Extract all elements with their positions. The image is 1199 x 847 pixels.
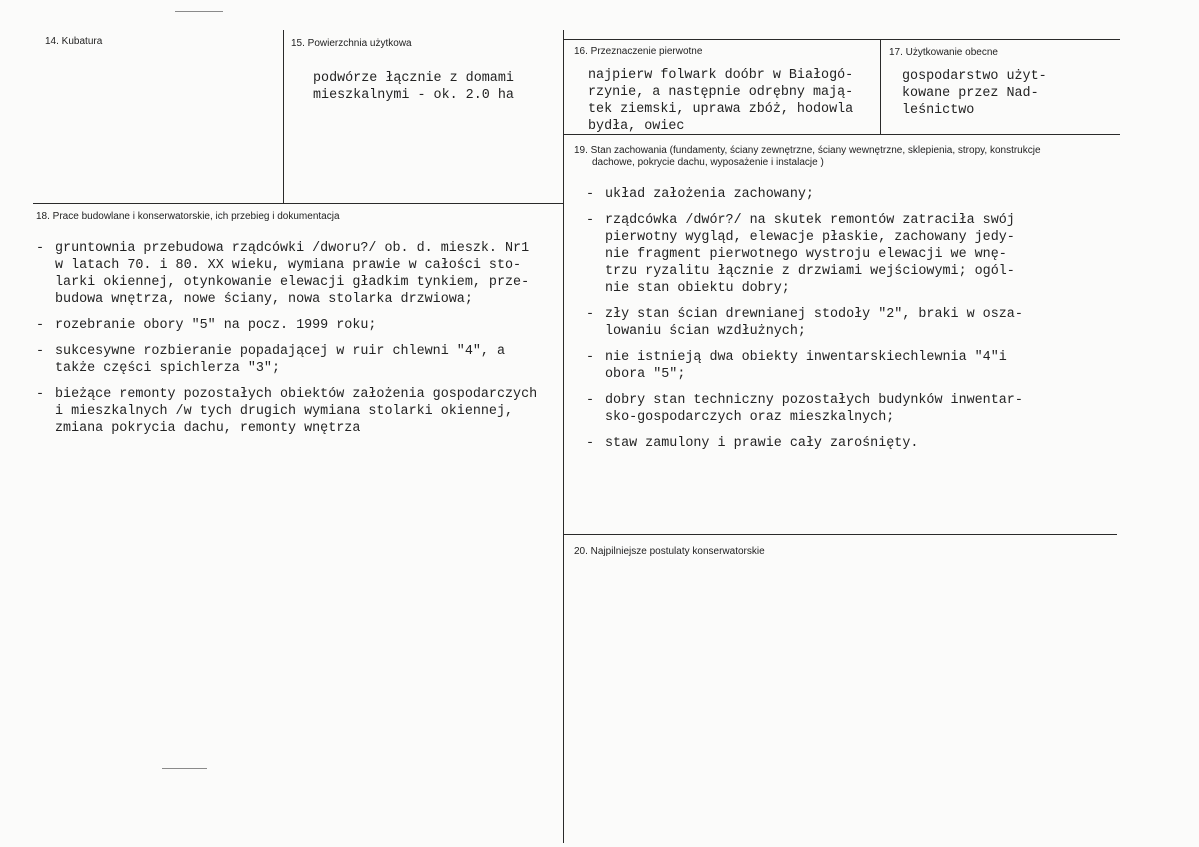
text-line: lowaniu ścian wzdłużnych;: [605, 324, 806, 339]
divider-v-17: [880, 39, 881, 134]
text-line: układ założenia zachowany;: [605, 187, 814, 202]
field-17-text: [902, 68, 1047, 119]
text-line: bydła, owiec: [588, 119, 685, 134]
field-19-list: [586, 186, 1023, 452]
field-14-label: 14. Kubatura: [45, 36, 103, 47]
text-line: nie stan obiektu dobry;: [605, 281, 790, 296]
list-item: [586, 349, 1023, 383]
list-item: [36, 386, 537, 437]
text-line: kowane przez Nad-: [902, 86, 1039, 101]
list-item: [586, 212, 1023, 297]
text-line: podwórze łącznie z domami: [313, 71, 514, 86]
divider-v-16: [563, 30, 564, 843]
text-line: gospodarstwo użyt-: [902, 69, 1047, 84]
text-line: staw zamulony i prawie cały zarośnięty.: [605, 436, 919, 451]
text-line: bieżące remonty pozostałych obiektów założenia gospodarczych: [55, 387, 538, 402]
list-item: [586, 392, 1023, 426]
list-item: [586, 306, 1023, 340]
dash: -: [36, 344, 45, 359]
dash: -: [586, 436, 595, 451]
field-15-label: 15. Powierzchnia użytkowa: [291, 38, 412, 49]
text-line: pierwotny wygląd, elewacje płaskie, zachowany jedy-: [605, 230, 1015, 245]
dash: -: [586, 350, 595, 365]
dash: -: [36, 387, 45, 402]
text-line: gruntownia przebudowa rządcówki /dworu?/ ob. d. mieszk. Nr1: [55, 241, 530, 256]
text-line: sukcesywne rozbieranie popadającej w ruir chlewni "4", a: [55, 344, 505, 359]
text-line: zmiana pokrycia dachu, remonty wnętrza: [55, 421, 361, 436]
text-line: mieszkalnymi - ok. 2.0 ha: [313, 88, 514, 103]
field-16-text: [588, 67, 853, 135]
field-15-text: [313, 70, 514, 104]
field-18-list: [36, 240, 537, 437]
text-line: dobry stan techniczny pozostałych budynków inwentar-: [605, 393, 1023, 408]
field-19-label: [574, 145, 1041, 169]
text-line: sko-gospodarczych oraz mieszkalnych;: [605, 410, 895, 425]
text-line: obora "5";: [605, 367, 686, 382]
list-item: [586, 186, 1023, 203]
divider-h-18: [33, 203, 564, 204]
text-line: larki okiennej, otynkowanie elewacji gładkim tynkiem, prze-: [55, 275, 530, 290]
dash: -: [586, 213, 595, 228]
scan-mark: [175, 11, 223, 12]
text-line: rozebranie obory "5" na pocz. 1999 roku;: [55, 318, 377, 333]
scan-mark: [162, 768, 207, 769]
list-item: [586, 435, 1023, 452]
field-17-label: 17. Użytkowanie obecne: [889, 47, 998, 58]
text-line: w latach 70. i 80. XX wieku, wymiana prawie w całości sto-: [55, 258, 522, 273]
text-line: budowa wnętrza, nowe ściany, nowa stolarka drzwiowa;: [55, 292, 473, 307]
dash: -: [586, 187, 595, 202]
text-line: nie istnieją dwa obiekty inwentarskiechlewnia "4"i: [605, 350, 1007, 365]
text-line: zły stan ścian drewnianej stodoły "2", braki w osza-: [605, 307, 1023, 322]
text-line: i mieszkalnych /w tych drugich wymiana stolarki okiennej,: [55, 404, 514, 419]
text-line: trzu ryzalitu łącznie z drzwiami wejściowymi; ogól-: [605, 264, 1015, 279]
dash: -: [36, 241, 45, 256]
field-18-label: 18. Prace budowlane i konserwatorskie, ich przebieg i dokumentacja: [36, 211, 340, 222]
field-20-label: 20. Najpilniejsze postulaty konserwatorskie: [574, 546, 765, 557]
text-line: także części spichlerza "3";: [55, 361, 280, 376]
text-line: nie fragment pierwotnego wystroju elewacji we wnę-: [605, 247, 1007, 262]
dash: -: [586, 307, 595, 322]
label-line: 19. Stan zachowania (fundamenty, ściany zewnętrzne, ściany wewnętrzne, sklepienia, stropy, konstrukcje: [574, 145, 1041, 156]
dash: -: [36, 318, 45, 333]
list-item: [36, 240, 537, 308]
label-line: dachowe, pokrycie dachu, wyposażenie i instalacje ): [592, 157, 824, 168]
divider-v-15: [283, 30, 284, 203]
divider-h-top-right: [563, 39, 1120, 40]
divider-h-20: [563, 534, 1117, 535]
text-line: najpierw folwark doóbr w Białogó-: [588, 68, 854, 83]
field-16-label: 16. Przeznaczenie pierwotne: [574, 46, 703, 57]
text-line: tek ziemski, uprawa zbóż, hodowla: [588, 102, 854, 117]
text-line: rządcówka /dwór?/ na skutek remontów zatraciła swój: [605, 213, 1015, 228]
dash: -: [586, 393, 595, 408]
list-item: [36, 343, 537, 377]
text-line: leśnictwo: [902, 103, 975, 118]
text-line: rzynie, a następnie odrębny mają-: [588, 85, 854, 100]
list-item: [36, 317, 537, 334]
